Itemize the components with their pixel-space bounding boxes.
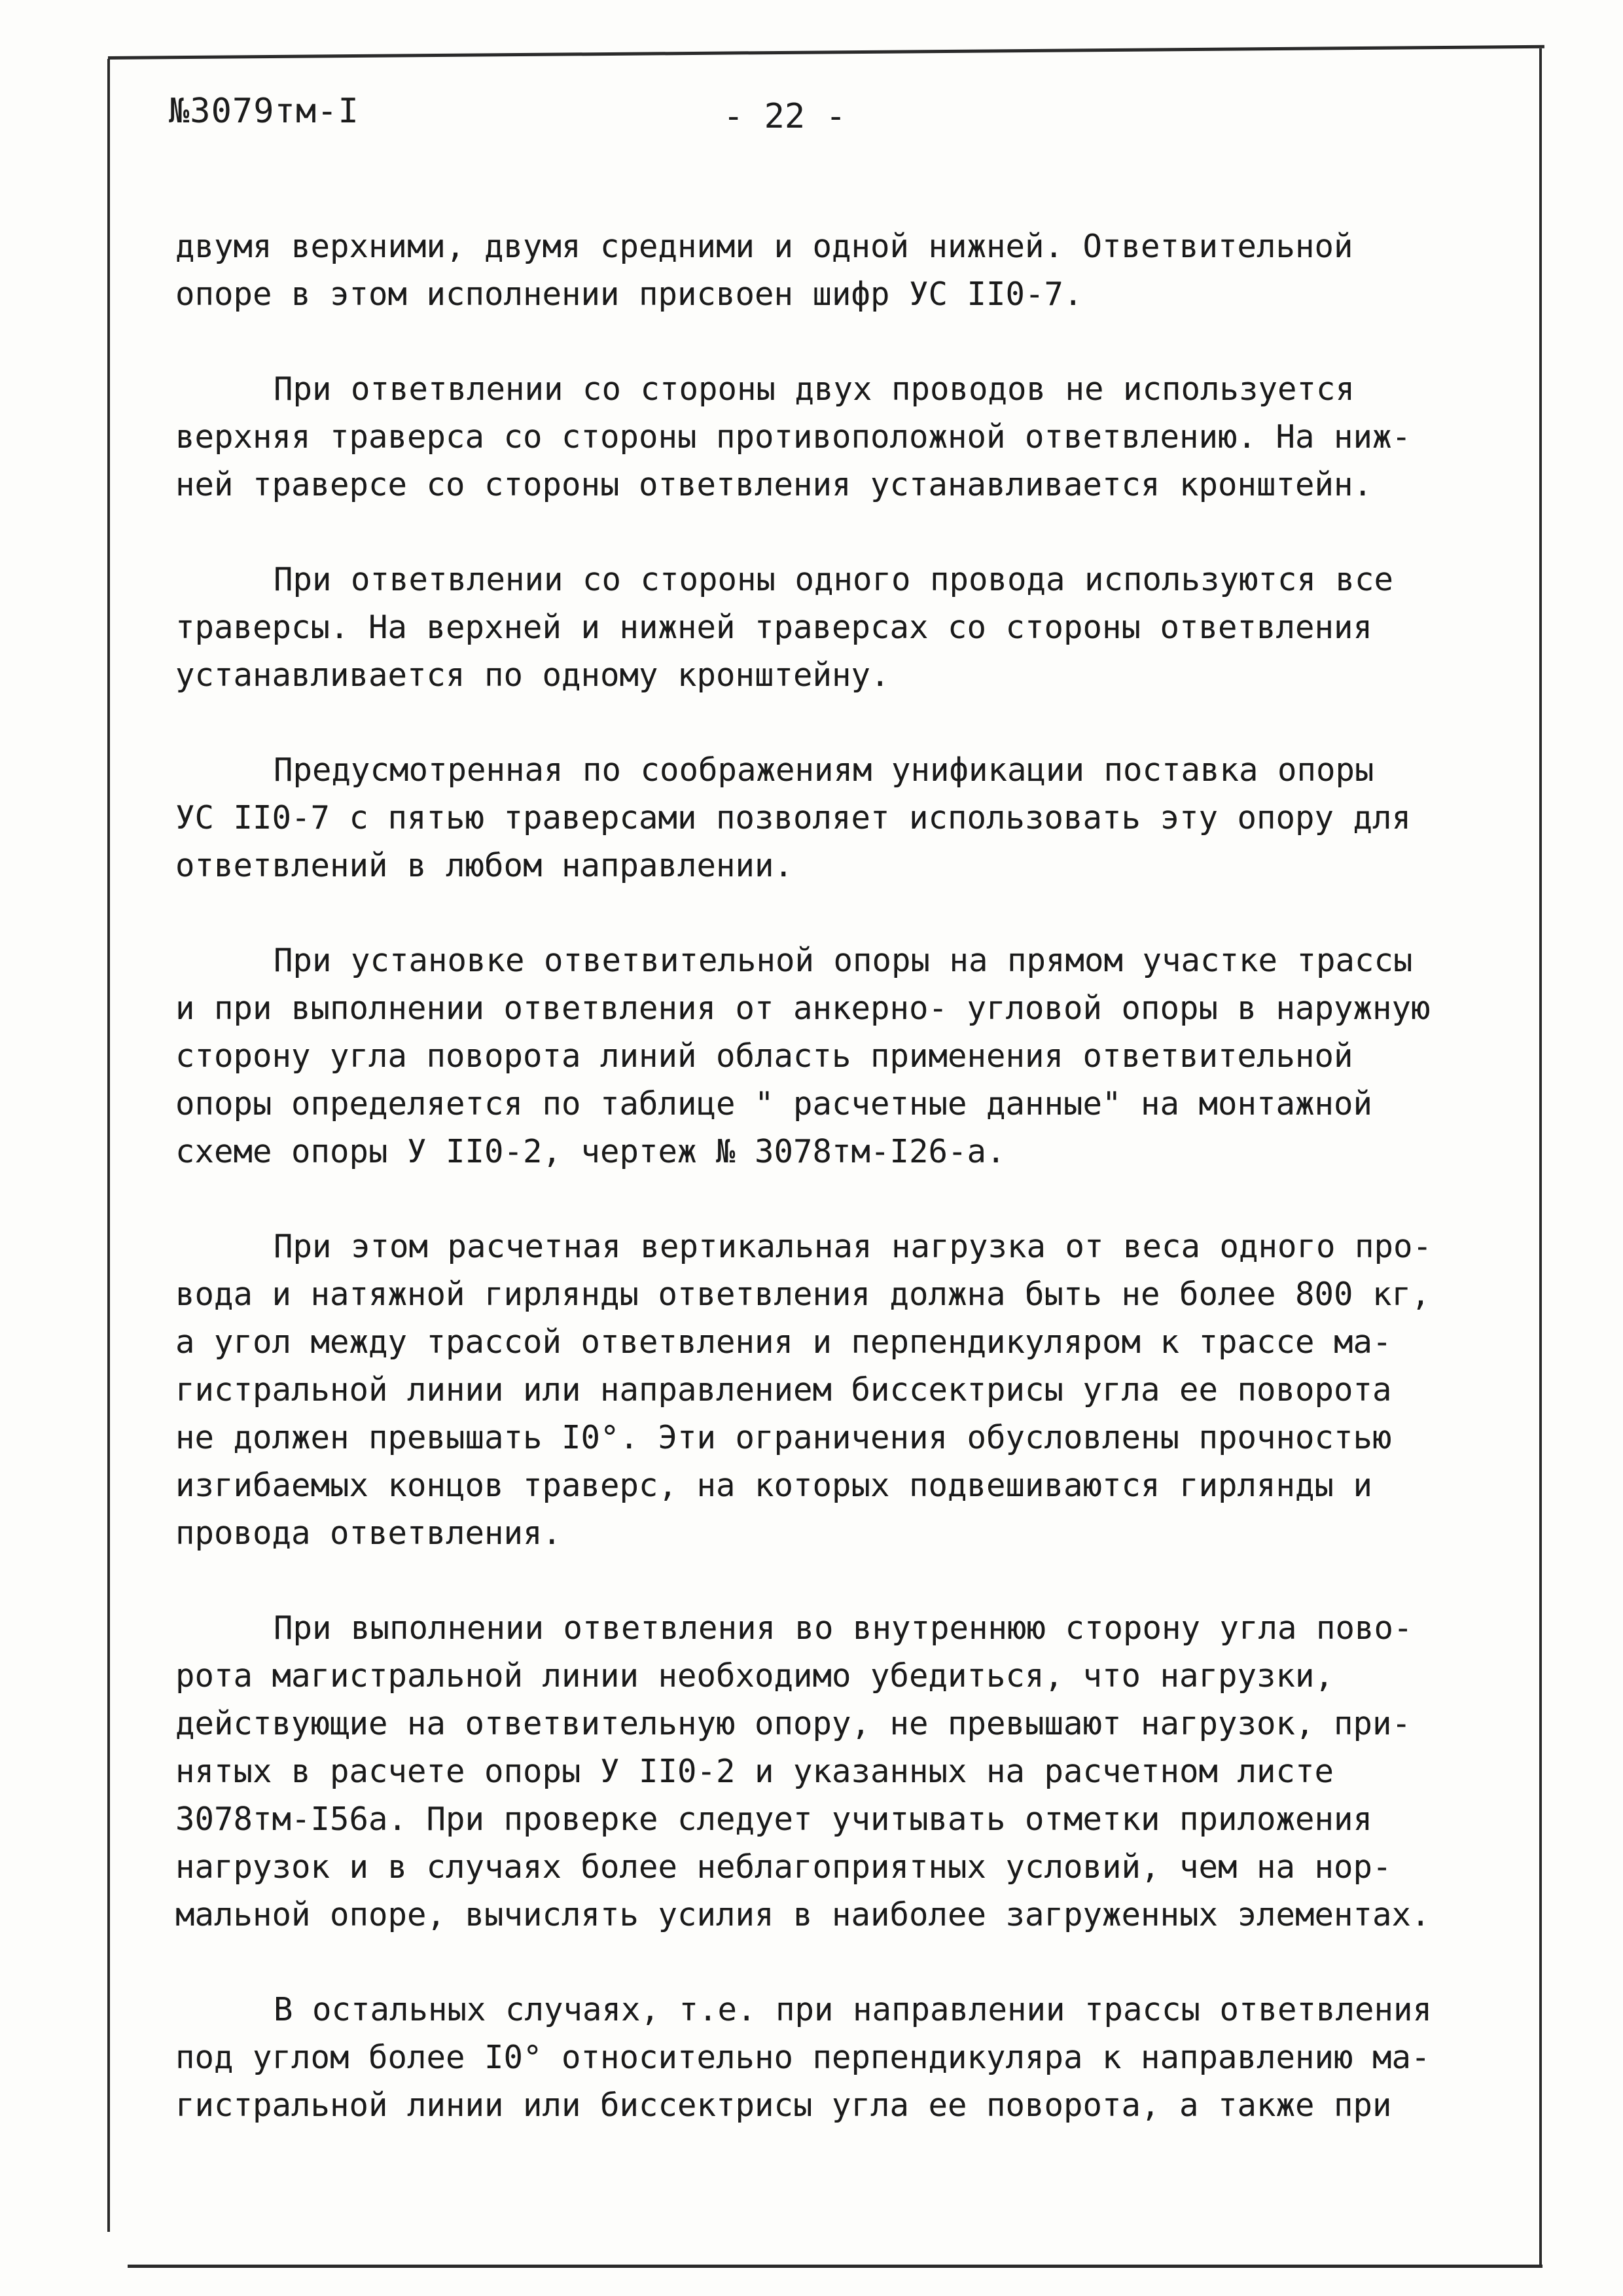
paragraph xyxy=(175,746,1491,889)
paragraph xyxy=(175,223,1491,318)
text-line: ней траверсе со стороны ответвления устанавливается кронштейн. xyxy=(175,466,1373,503)
frame-border-top xyxy=(108,45,1544,60)
text-line: вода и натяжной гирлянды ответвления должна быть не более 800 кг, xyxy=(175,1276,1431,1313)
paragraph xyxy=(175,1223,1491,1557)
text-line: При ответвлении со стороны двух проводов не используется xyxy=(274,370,1355,408)
text-line: нятых в расчете опоры У II0-2 и указанных на расчетном листе xyxy=(175,1753,1334,1790)
text-line: а угол между трассой ответвления и перпендикуляром к трассе ма- xyxy=(175,1323,1392,1361)
text-line: схеме опоры У II0-2, чертеж № 3078тм-I26-а. xyxy=(175,1133,1006,1170)
frame-border-left xyxy=(107,59,110,2232)
text-line: 3078тм-I56а. При проверке следует учитывать отметки приложения xyxy=(175,1801,1373,1838)
text-line: гистральной линии или биссектрисы угла ее поворота, а также при xyxy=(175,2087,1392,2124)
text-line: мальной опоре, вычислять усилия в наиболее загруженных элементах. xyxy=(175,1896,1431,1933)
text-line: гистральной линии или направлением биссектрисы угла ее поворота xyxy=(175,1371,1392,1408)
text-line: Предусмотренная по соображениям унификации поставка опоры xyxy=(274,751,1374,789)
text-line: изгибаемых концов траверс, на которых подвешиваются гирлянды и xyxy=(175,1467,1373,1504)
document-code: №3079тм-I xyxy=(169,92,359,131)
text-line: двумя верхними, двумя средними и одной нижней. Ответвительной xyxy=(175,228,1353,265)
text-line: провода ответвления. xyxy=(175,1515,562,1552)
text-line: При ответвлении со стороны одного провода используются все xyxy=(274,561,1394,598)
text-line: устанавливается по одному кронштейну. xyxy=(175,656,890,694)
text-line: рота магистральной линии необходимо убедиться, что нагрузки, xyxy=(175,1657,1334,1695)
text-line: под углом более I0° относительно перпендикуляра к направлению ма- xyxy=(175,2039,1431,2076)
paragraph xyxy=(175,556,1491,699)
paragraph xyxy=(175,365,1491,509)
text-line: не должен превышать I0°. Эти ограничения обусловлены прочностью xyxy=(175,1419,1392,1456)
text-line: опоре в этом исполнении присвоен шифр УС II0-7. xyxy=(175,276,1083,313)
text-line: УС II0-7 с пятью траверсами позволяет использовать эту опору для xyxy=(175,799,1412,836)
text-line: действующие на ответвительную опору, не превышают нагрузок, при- xyxy=(175,1705,1412,1742)
text-line: верхняя траверса со стороны противоположной ответвлению. На ниж- xyxy=(175,418,1412,456)
text-line: В остальных случаях, т.е. при направлении трассы ответвления xyxy=(274,1991,1433,2028)
text-line: нагрузок и в случаях более неблагоприятных условий, чем на нор- xyxy=(175,1848,1392,1886)
frame-border-bottom xyxy=(128,2265,1543,2268)
text-line: и при выполнении ответвления от анкерно- угловой опоры в наружную xyxy=(175,990,1431,1027)
text-line: При установке ответвительной опоры на прямом участке трассы xyxy=(274,942,1413,979)
paragraph xyxy=(175,937,1491,1175)
body-text xyxy=(175,223,1491,2176)
page-number: - 22 - xyxy=(723,97,846,136)
text-line: опоры определяется по таблице " расчетные данные" на монтажной xyxy=(175,1085,1373,1122)
text-line: При выполнении ответвления во внутреннюю сторону угла пово- xyxy=(274,1609,1413,1647)
text-line: траверсы. На верхней и нижней траверсах со стороны ответвления xyxy=(175,609,1373,646)
text-line: При этом расчетная вертикальная нагрузка от веса одного про- xyxy=(274,1228,1433,1265)
paragraph xyxy=(175,1986,1491,2129)
paragraph xyxy=(175,1604,1491,1939)
text-line: сторону угла поворота линий область применения ответвительной xyxy=(175,1037,1353,1075)
frame-border-right xyxy=(1539,48,1542,2267)
text-line: ответвлений в любом направлении. xyxy=(175,847,794,884)
